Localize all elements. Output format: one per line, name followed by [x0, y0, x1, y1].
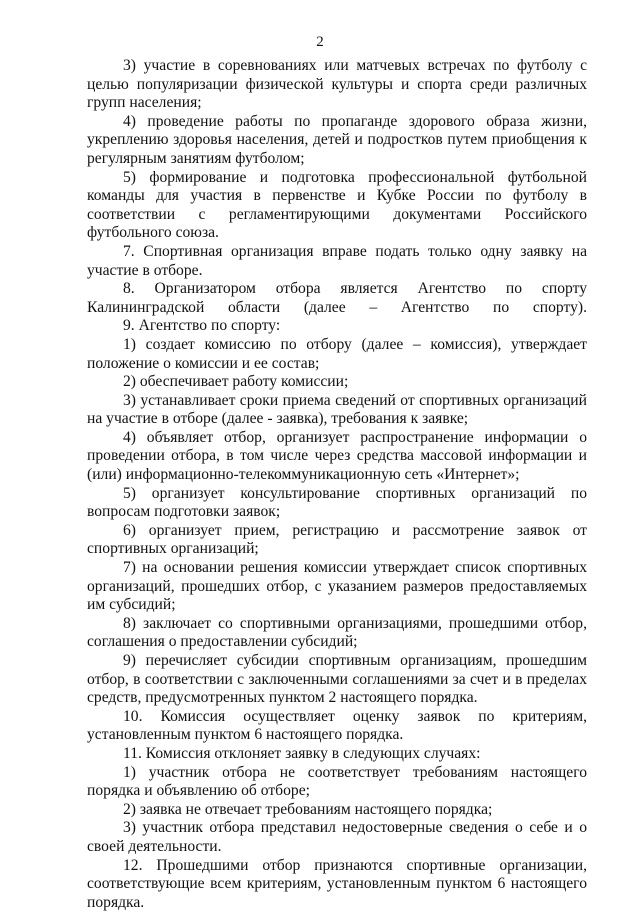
paragraph-clause-9-item-3: 3) устанавливает сроки приема сведений от спортивных организаций на участие в отборе (далее - заявка), требования к заявке; [87, 391, 587, 428]
paragraph-clause-11-item-1: 1) участник отбора не соответствует требованиям настоящего порядка и объявлению об отборе; [87, 763, 587, 800]
paragraph-clause-9-item-1: 1) создает комиссию по отбору (далее – комиссия), утверждает положение о комиссии и ее состав; [87, 335, 587, 372]
paragraph-clause-8: 8. Организатором отбора является Агентство по спорту Калининградской области (далее – Агентство по спорту). [87, 280, 587, 316]
paragraph-clause-10: 10. Комиссия осуществляет оценку заявок по критериям, установленным пунктом 6 настоящего порядка. [87, 707, 587, 744]
paragraph-item-4-healthy-lifestyle: 4) проведение работы по пропаганде здорового образа жизни, укреплению здоровья населения, детей и подростков путем приобщения к регулярным занятиям футболом; [87, 112, 587, 167]
paragraph-clause-12: 12. Прошедшими отбор признаются спортивные организации, соответствующие всем критериям, установленным пунктом 6 настоящего порядка. [87, 856, 587, 911]
page-number: 2 [316, 34, 324, 50]
paragraph-clause-7: 7. Спортивная организация вправе подать только одну заявку на участие в отборе. [87, 242, 587, 279]
paragraph-clause-11-item-3: 3) участник отбора представил недостоверные сведения о себе и о своей деятельности. [87, 819, 587, 855]
paragraph-clause-9-item-4: 4) объявляет отбор, организует распространение информации о проведении отбора, в том числе через средства массовой информации и (или) информационно-телекоммуникационную сеть «Интернет»; [87, 428, 587, 484]
document-body [87, 57, 587, 912]
paragraph-clause-9-item-9: 9) перечисляет субсидии спортивным организациям, прошедшим отбор, в соответствии с заключенными соглашениями за счет и в пределах средств, предусмотренных пунктом 2 настоящего порядка. [87, 652, 587, 707]
paragraph-clause-9-item-2: 2) обеспечивает работу комиссии; [123, 373, 349, 391]
paragraph-item-3-sport-competitions: 3) участие в соревнованиях или матчевых встречах по футболу с целью популяризации физической культуры и спорта среди различных групп населения; [87, 57, 587, 112]
paragraph-clause-9-heading: 9. Агентство по спорту: [123, 317, 281, 335]
paragraph-clause-11-heading: 11. Комиссия отклоняет заявку в следующих случаях: [123, 744, 481, 762]
paragraph-clause-11-item-2: 2) заявка не отвечает требованиям настоящего порядка; [123, 800, 493, 818]
paragraph-clause-9-item-7: 7) на основании решения комиссии утверждает список спортивных организаций, прошедших отбор, с указанием размеров предоставляемых им субсидий; [87, 559, 587, 614]
paragraph-item-5-professional-team: 5) формирование и подготовка профессиональной футбольной команды для участия в первенстве и Кубке России по футболу в соответствии с регламентирующими документами Российского футбольного союза. [87, 168, 587, 242]
paragraph-clause-9-item-6: 6) организует прием, регистрацию и рассмотрение заявок от спортивных организаций; [87, 521, 587, 558]
paragraph-clause-9-item-5: 5) организует консультирование спортивных организаций по вопросам подготовки заявок; [87, 484, 587, 521]
paragraph-clause-9-item-8: 8) заключает со спортивными организациями, прошедшими отбор, соглашения о предоставлении субсидий; [87, 614, 587, 651]
